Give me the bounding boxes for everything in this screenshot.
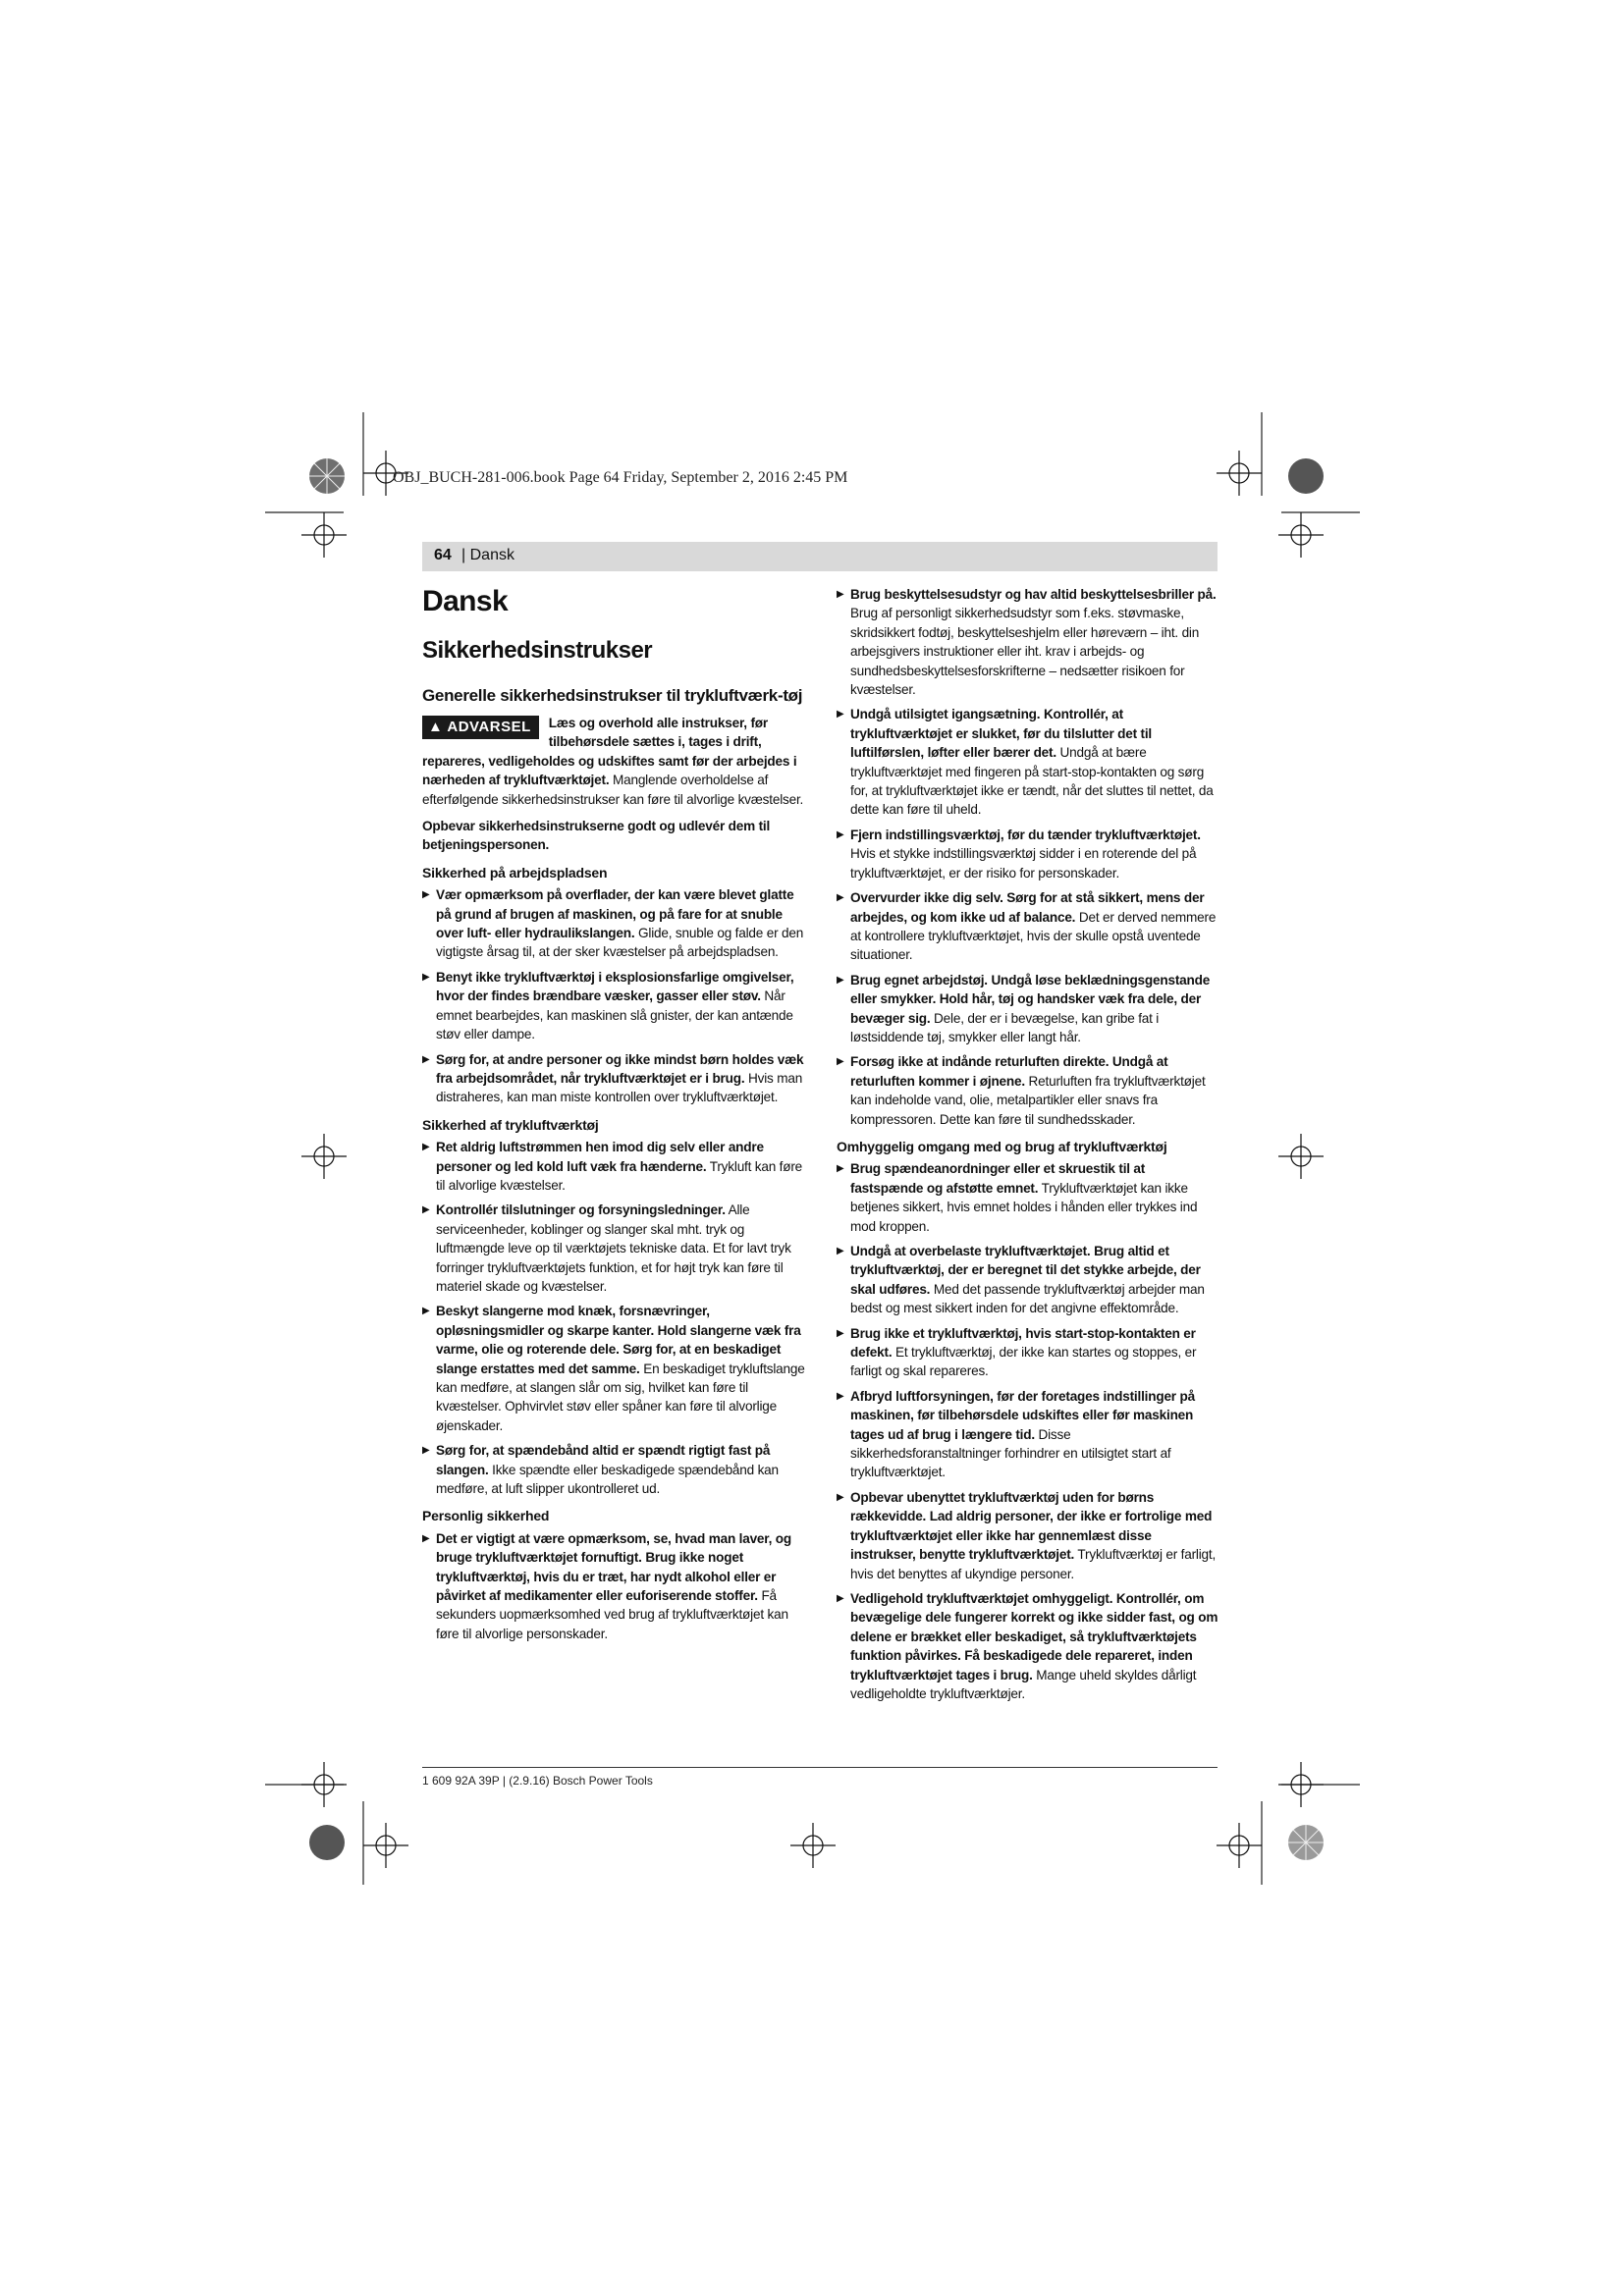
triangle-right-bullet-icon: ▶ bbox=[837, 1246, 844, 1256]
page-header-band bbox=[422, 542, 1218, 571]
warning-bold-text: Læs og overhold alle instrukser, før tilbehørsdele sættes i, tages i drift, repareres, vedligeholdes og udskiftes samt før der arbejdes i nærheden af trykluftværktøjet. bbox=[422, 716, 797, 788]
triangle-right-bullet-icon: ▶ bbox=[837, 709, 844, 721]
item-text: Dele, der er i bevægelse, kan gribe fat i løstsiddende tøj, smykker eller langt hår. bbox=[850, 1010, 1160, 1044]
item-bold-text: Beskyt slangerne mod knæk, forsnævringer, opløsningsmidler og skarpe kanter. Hold slangerne væk fra varme, olie og roterende dele. Sørg for, at en beskadiget slange erstattes med det samme. bbox=[436, 1304, 801, 1376]
item-text: Disse sikkerhedsforanstaltninger forhindrer en utilsigtet start af trykluftværktøjet. bbox=[850, 1426, 1171, 1480]
triangle-right-bullet-icon: ▶ bbox=[422, 889, 430, 901]
item-text: Trykluft kan føre til alvorlige kvæstelser. bbox=[436, 1158, 803, 1193]
list-item bbox=[837, 971, 1219, 1047]
list-item bbox=[422, 1529, 805, 1643]
item-bold-text: Undgå utilsigtet igangsætning. Kontrollér, at trykluftværktøjet er slukket, før du tilslutter det til luftilførslen, løfter eller bærer det. bbox=[850, 707, 1152, 761]
item-bold-text: Forsøg ikke at indånde returluften direkte. Undgå at returluften kommer i øjnene. bbox=[850, 1054, 1168, 1089]
triangle-right-bullet-icon: ▶ bbox=[422, 1445, 430, 1457]
section-heading: Personlig sikkerhed bbox=[422, 1508, 550, 1524]
list-item bbox=[837, 1242, 1219, 1318]
page-language-label: Dansk bbox=[469, 547, 514, 563]
triangle-right-bullet-icon: ▶ bbox=[422, 1142, 430, 1153]
item-bold-text: Vær opmærksom på overflader, der kan være blevet glatte på grund af brugen af maskinen, og på fare for at snuble over luft- eller hydraulikslangen. bbox=[436, 887, 794, 941]
item-bold-text: Opbevar ubenyttet trykluftværktøj uden for børns rækkevidde. Lad aldrig personer, der ikke er fortrolige med trykluftværktøjet eller ikke har gennemlæst disse instrukser, benytte trykluftværktøjet. bbox=[850, 1489, 1213, 1563]
item-text: Hvis man distraheres, kan man miste kontrollen over trykluftværktøjet. bbox=[436, 1070, 803, 1105]
triangle-right-bullet-icon: ▶ bbox=[837, 1327, 844, 1339]
triangle-right-bullet-icon: ▶ bbox=[422, 971, 430, 983]
item-text: Trykluftværktøjet kan ikke betjenes sikkert, hvis emnet holdes i hånden eller trykkes ind mod kroppen. bbox=[850, 1180, 1198, 1234]
triangle-right-bullet-icon: ▶ bbox=[422, 1053, 430, 1065]
right-section-items bbox=[837, 1159, 1219, 1703]
item-text: Hvis et stykke indstillingsværktøj sidder i en roterende del på trykluftværktøjet, er der risiko for personskader. bbox=[850, 846, 1197, 881]
item-text: Få sekunders uopmærksomhed ved brug af trykluftværktøjet kan føre til alvorlige personskader. bbox=[436, 1588, 788, 1641]
triangle-right-bullet-icon: ▶ bbox=[422, 1306, 430, 1317]
item-text: Alle serviceenheder, koblinger og slanger skal mht. tryk og luftmængde leve op til værktøjets tekniske data. Et for lavt tryk forringer trykluftværktøjets funktion, et for højt tryk kan føre til materiel skade og kvæstelser. bbox=[436, 1202, 791, 1294]
item-bold-text: Afbryd luftforsyningen, før der foretages indstillinger på maskinen, før tilbehørsdele udskiftes eller før maskinen tages ud af brug i længere tid. bbox=[850, 1388, 1195, 1442]
triangle-right-bullet-icon: ▶ bbox=[837, 892, 844, 904]
triangle-right-bullet-icon: ▶ bbox=[837, 589, 844, 600]
triangle-right-bullet-icon: ▶ bbox=[837, 1491, 844, 1503]
item-bold-text: Benyt ikke trykluftværktøj i eksplosionsfarlige omgivelser, hvor der findes brændbare væsker, gasser eller støv. bbox=[436, 969, 794, 1004]
item-bold-text: Undgå at overbelaste trykluftværktøjet. Brug altid et trykluftværktøj, der er beregnet til det stykke arbejde, der skal udføres. bbox=[850, 1244, 1201, 1297]
item-text: Et trykluftværktøj, der ikke kan startes og stoppes, er farligt og skal repareres. bbox=[850, 1345, 1197, 1379]
list-item bbox=[422, 1050, 805, 1107]
item-text: Det er derved nemmere at kontrollere trykluftværktøjet, hvis der skulle opstå uventede situationer. bbox=[850, 909, 1217, 963]
left-sections bbox=[422, 864, 805, 1643]
page-footer: 1 609 92A 39P | (2.9.16) Bosch Power Tools bbox=[422, 1774, 653, 1788]
page-language: | Dansk bbox=[461, 547, 514, 563]
item-text: Når emnet bearbejdes, kan maskinen slå gnister, der kan antænde støv eller dampe. bbox=[436, 988, 793, 1042]
item-text: Returluften fra trykluftværktøjet kan indeholde vand, olie, metalpartikler eller snavs fra kompressoren. Dette kan føre til sundhedsskader. bbox=[850, 1073, 1206, 1127]
item-text: En beskadiget trykluftslange kan medføre, at slangen slår om sig, hvilket kan føre til kvæstelser. Ophvirvlet støv eller spåner kan føre til alvorlige øjenskader. bbox=[436, 1361, 805, 1433]
section-heading: Sikkerhed på arbejdspladsen bbox=[422, 864, 608, 881]
triangle-right-bullet-icon: ▶ bbox=[837, 1163, 844, 1175]
warning-text: Manglende overholdelse af efterfølgende sikkerhedsinstrukser kan føre til alvorlige kvæstelser. bbox=[422, 773, 804, 807]
list-item bbox=[422, 968, 805, 1044]
item-bold-text: Fjern indstillingsværktøj, før du tænder trykluftværktøjet. bbox=[850, 827, 1201, 842]
item-text: Undgå at bære trykluftværktøjet med fingeren på start-stop-kontakten og sørg for, at trykluftværktøjet ikke er tændt, når det sluttes til nettet, da dette kan føre til uheld. bbox=[850, 745, 1214, 818]
main-heading: Sikkerhedsinstrukser bbox=[422, 637, 653, 664]
triangle-right-bullet-icon: ▶ bbox=[422, 1204, 430, 1216]
list-item bbox=[422, 1138, 805, 1195]
item-text: Trykluftværktøj er farligt, hvis det benyttes af ukyndige personer. bbox=[850, 1547, 1217, 1581]
item-bold-text: Brug spændeanordninger eller et skruestik til at fastspænde og afstøtte emnet. bbox=[850, 1161, 1146, 1196]
item-bold-text: Brug ikke et trykluftværktøj, hvis start-stop-kontakten er defekt. bbox=[850, 1325, 1196, 1361]
warning-badge bbox=[422, 716, 539, 739]
triangle-right-bullet-icon: ▶ bbox=[837, 1390, 844, 1402]
item-bold-text: Overvurder ikke dig selv. Sørg for at stå sikkert, mens der arbejdes, og kom ikke ud af balance. bbox=[850, 890, 1205, 925]
triangle-right-bullet-icon: ▶ bbox=[837, 828, 844, 840]
item-text: Ikke spændte eller beskadigede spændebånd kan medføre, at luft slipper ukontrolleret ud. bbox=[436, 1462, 779, 1497]
print-header: OBJ_BUCH-281-006.book Page 64 Friday, September 2, 2016 2:45 PM bbox=[393, 469, 848, 486]
list-item bbox=[837, 1159, 1219, 1236]
item-text: Mange uheld skyldes dårligt vedligeholdte trykluftværktøjer. bbox=[850, 1667, 1197, 1701]
section-heading: Omhyggelig omgang med og brug af trykluftværktøj bbox=[837, 1138, 1167, 1154]
item-bold-text: Sørg for, at andre personer og ikke mindst børn holdes væk fra arbejdsområdet, når trykluftværktøjet er i brug. bbox=[436, 1051, 804, 1086]
sub-heading: Generelle sikkerhedsinstrukser til trykluftværk-tøj bbox=[422, 686, 803, 705]
keep-instructions-note: Opbevar sikkerhedsinstrukserne godt og udlevér dem til betjeningspersonen. bbox=[422, 819, 771, 853]
list-item bbox=[422, 885, 805, 962]
item-bold-text: Kontrollér tilslutninger og forsyningsledninger. bbox=[436, 1202, 726, 1218]
triangle-right-bullet-icon: ▶ bbox=[837, 1056, 844, 1068]
list-item bbox=[837, 1488, 1219, 1583]
language-title: Dansk bbox=[422, 585, 509, 617]
list-item bbox=[422, 1302, 805, 1435]
list-item bbox=[837, 585, 1219, 699]
list-item bbox=[422, 1201, 805, 1296]
item-text: Glide, snuble og falde er den vigtigste årsag til, at der sker kvæstelser på arbejdspladsen. bbox=[436, 926, 804, 960]
list-item bbox=[837, 1387, 1219, 1482]
list-item bbox=[837, 1324, 1219, 1381]
item-bold-text: Ret aldrig luftstrømmen hen imod dig selv eller andre personer og led kold luft væk fra hænderne. bbox=[436, 1140, 764, 1174]
list-item bbox=[837, 826, 1219, 882]
item-text: Brug af personligt sikkerhedsudstyr som f.eks. støvmaske, skridsikkert fodtøj, beskyttelseshjelm eller høreværn – iht. din arbejsgivers instruktioner eller iht. krav i arbejds- og sundhedsbeskyttelsesforskrifterne – nedsætter risikoen for kvæstelser. bbox=[850, 606, 1200, 698]
item-bold-text: Det er vigtigt at være opmærksom, se, hvad man laver, og bruge trykluftværktøjet fornuftigt. Brug ikke noget trykluftværktøj, hvis du er træt, har nydt alkohol eller er påvirket af medikamenter eller euforiserende stoffer. bbox=[436, 1530, 791, 1604]
list-item bbox=[837, 1052, 1219, 1129]
section-heading: Sikkerhed af trykluftværktøj bbox=[422, 1116, 599, 1133]
warning-triangle-icon: ▲ bbox=[428, 719, 444, 735]
list-item bbox=[837, 888, 1219, 965]
left-column bbox=[422, 585, 805, 1649]
item-bold-text: Brug beskyttelsesudstyr og hav altid beskyttelsesbriller på. bbox=[850, 587, 1217, 602]
item-text: Med det passende trykluftværktøj arbejder man bedst og mest sikkert inden for det angivne effektområde. bbox=[850, 1281, 1205, 1316]
list-item bbox=[837, 1589, 1219, 1703]
item-bold-text: Sørg for, at spændebånd altid er spændt rigtigt fast på slangen. bbox=[436, 1443, 771, 1477]
item-bold-text: Brug egnet arbejdstøj. Undgå løse beklædningsgenstande eller smykker. Hold hår, tøj og handsker væk fra dele, der bevæger sig. bbox=[850, 972, 1211, 1026]
warning-badge-label: ADVARSEL bbox=[447, 719, 531, 735]
page-number: 64 bbox=[434, 547, 452, 563]
list-item bbox=[837, 705, 1219, 819]
footer-rule bbox=[422, 1767, 1218, 1768]
item-bold-text: Vedligehold trykluftværktøjet omhyggeligt. Kontrollér, om bevægelige dele fungerer korrekt og ikke sidder fast, og om delene er brækket eller beskadiget, så trykluftværktøjets funktion påvirkes. Få beskadigede dele repareret, inden trykluftværktøjet tages i brug. bbox=[850, 1590, 1218, 1682]
triangle-right-bullet-icon: ▶ bbox=[837, 1592, 844, 1604]
right-top-items bbox=[837, 585, 1219, 1129]
triangle-right-bullet-icon: ▶ bbox=[422, 1532, 430, 1544]
list-item bbox=[422, 1441, 805, 1498]
triangle-right-bullet-icon: ▶ bbox=[837, 974, 844, 986]
right-column bbox=[837, 585, 1219, 1709]
warning-block bbox=[422, 714, 805, 809]
